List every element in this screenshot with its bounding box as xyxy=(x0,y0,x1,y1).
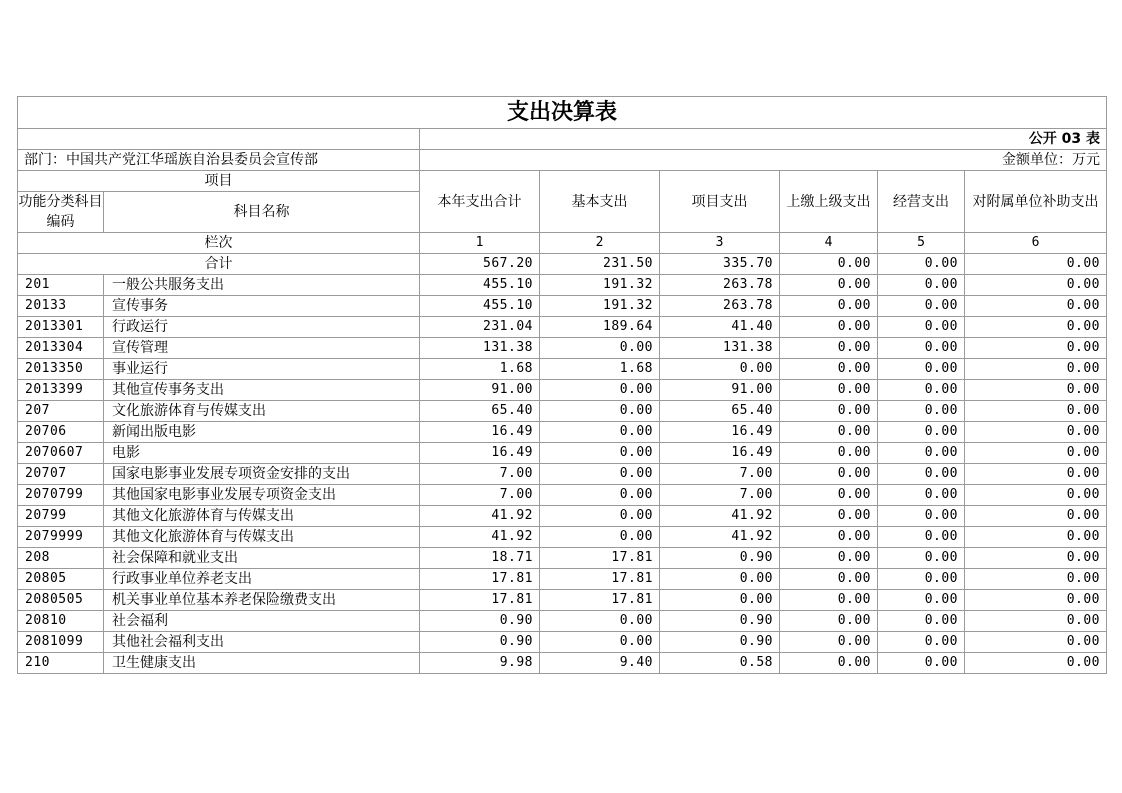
amount-cell: 0.00 xyxy=(965,485,1107,506)
table-row xyxy=(18,485,1107,506)
subject-code: 20799 xyxy=(18,506,104,527)
amount-cell: 0.90 xyxy=(660,548,780,569)
amount-cell: 231.04 xyxy=(420,317,540,338)
subject-code: 20810 xyxy=(18,611,104,632)
amount-cell: 17.81 xyxy=(540,569,660,590)
amount-cell: 0.00 xyxy=(965,422,1107,443)
amount-cell: 131.38 xyxy=(660,338,780,359)
table-row xyxy=(18,380,1107,401)
amount-cell: 0.90 xyxy=(420,611,540,632)
table-row xyxy=(18,506,1107,527)
col-header-remit: 上缴上级支出 xyxy=(780,171,878,233)
total-value: 0.00 xyxy=(965,254,1107,275)
subject-name: 其他社会福利支出 xyxy=(104,632,420,653)
amount-cell: 0.00 xyxy=(780,317,878,338)
amount-cell: 131.38 xyxy=(420,338,540,359)
amount-cell: 0.00 xyxy=(878,443,965,464)
column-number: 4 xyxy=(780,233,878,254)
table-row xyxy=(18,548,1107,569)
subject-name: 文化旅游体育与传媒支出 xyxy=(104,401,420,422)
amount-cell: 191.32 xyxy=(540,296,660,317)
subject-name: 其他国家电影事业发展专项资金支出 xyxy=(104,485,420,506)
amount-cell: 0.00 xyxy=(540,527,660,548)
amount-cell: 0.00 xyxy=(540,611,660,632)
table-row xyxy=(18,632,1107,653)
expenditure-statement-sheet xyxy=(17,96,1106,674)
table-row xyxy=(18,359,1107,380)
subject-code: 201 xyxy=(18,275,104,296)
table-row xyxy=(18,401,1107,422)
amount-cell: 0.00 xyxy=(878,632,965,653)
amount-cell: 455.10 xyxy=(420,275,540,296)
table-row xyxy=(18,464,1107,485)
amount-cell: 91.00 xyxy=(660,380,780,401)
col-header-total: 本年支出合计 xyxy=(420,171,540,233)
subject-code: 2079999 xyxy=(18,527,104,548)
table-row xyxy=(18,296,1107,317)
table-row xyxy=(18,611,1107,632)
column-number: 6 xyxy=(965,233,1107,254)
amount-cell: 0.00 xyxy=(965,632,1107,653)
func-code-header: 功能分类科目编码 xyxy=(18,192,104,233)
blank-cell xyxy=(18,129,420,150)
subject-code: 207 xyxy=(18,401,104,422)
subject-name: 宣传管理 xyxy=(104,338,420,359)
amount-cell: 0.00 xyxy=(540,464,660,485)
subject-name: 行政运行 xyxy=(104,317,420,338)
total-value: 567.20 xyxy=(420,254,540,275)
subject-name: 国家电影事业发展专项资金安排的支出 xyxy=(104,464,420,485)
amount-cell: 0.00 xyxy=(540,632,660,653)
amount-cell: 0.90 xyxy=(660,632,780,653)
department-label: 部门：中国共产党江华瑶族自治县委员会宣传部 xyxy=(18,150,420,171)
amount-cell: 17.81 xyxy=(540,548,660,569)
amount-cell: 0.00 xyxy=(780,485,878,506)
amount-cell: 0.00 xyxy=(965,611,1107,632)
amount-cell: 0.00 xyxy=(965,401,1107,422)
amount-cell: 0.00 xyxy=(660,359,780,380)
amount-cell: 16.49 xyxy=(660,443,780,464)
col-header-business: 经营支出 xyxy=(878,171,965,233)
amount-cell: 0.00 xyxy=(780,422,878,443)
amount-cell: 0.90 xyxy=(660,611,780,632)
amount-cell: 0.00 xyxy=(965,359,1107,380)
table-row xyxy=(18,569,1107,590)
total-label: 合计 xyxy=(18,254,420,275)
amount-cell: 0.00 xyxy=(780,653,878,674)
amount-cell: 41.92 xyxy=(660,527,780,548)
amount-cell: 0.00 xyxy=(540,338,660,359)
amount-cell: 0.00 xyxy=(965,590,1107,611)
amount-cell: 0.00 xyxy=(878,338,965,359)
amount-cell: 0.00 xyxy=(780,401,878,422)
table-row xyxy=(18,527,1107,548)
amount-cell: 0.00 xyxy=(780,380,878,401)
amount-cell: 0.00 xyxy=(780,506,878,527)
subject-name: 其他文化旅游体育与传媒支出 xyxy=(104,506,420,527)
amount-cell: 7.00 xyxy=(420,464,540,485)
column-number: 2 xyxy=(540,233,660,254)
column-number: 5 xyxy=(878,233,965,254)
amount-cell: 0.00 xyxy=(780,548,878,569)
col-header-project: 项目支出 xyxy=(660,171,780,233)
amount-cell: 0.00 xyxy=(878,380,965,401)
amount-cell: 0.00 xyxy=(965,548,1107,569)
subject-name-header: 科目名称 xyxy=(104,192,420,233)
amount-cell: 0.00 xyxy=(878,317,965,338)
amount-cell: 17.81 xyxy=(540,590,660,611)
amount-cell: 91.00 xyxy=(420,380,540,401)
subject-name: 其他宣传事务支出 xyxy=(104,380,420,401)
amount-cell: 9.98 xyxy=(420,653,540,674)
subject-name: 卫生健康支出 xyxy=(104,653,420,674)
amount-cell: 0.00 xyxy=(878,548,965,569)
amount-cell: 7.00 xyxy=(420,485,540,506)
table-row xyxy=(18,443,1107,464)
amount-cell: 0.00 xyxy=(965,338,1107,359)
amount-cell: 17.81 xyxy=(420,569,540,590)
amount-cell: 189.64 xyxy=(540,317,660,338)
subject-name: 新闻出版电影 xyxy=(104,422,420,443)
amount-cell: 263.78 xyxy=(660,296,780,317)
amount-cell: 0.00 xyxy=(878,611,965,632)
amount-cell: 0.00 xyxy=(540,422,660,443)
subject-code: 20707 xyxy=(18,464,104,485)
subject-name: 事业运行 xyxy=(104,359,420,380)
total-value: 0.00 xyxy=(780,254,878,275)
amount-cell: 16.49 xyxy=(660,422,780,443)
amount-cell: 17.81 xyxy=(420,590,540,611)
amount-cell: 7.00 xyxy=(660,485,780,506)
amount-cell: 0.00 xyxy=(878,359,965,380)
amount-cell: 0.00 xyxy=(965,296,1107,317)
unit-label: 金额单位：万元 xyxy=(420,150,1107,171)
amount-cell: 0.00 xyxy=(780,275,878,296)
amount-cell: 0.00 xyxy=(965,569,1107,590)
subject-code: 20133 xyxy=(18,296,104,317)
amount-cell: 0.00 xyxy=(660,590,780,611)
subject-name: 行政事业单位养老支出 xyxy=(104,569,420,590)
amount-cell: 41.92 xyxy=(660,506,780,527)
amount-cell: 1.68 xyxy=(540,359,660,380)
amount-cell: 455.10 xyxy=(420,296,540,317)
table-row xyxy=(18,338,1107,359)
amount-cell: 9.40 xyxy=(540,653,660,674)
amount-cell: 0.00 xyxy=(780,569,878,590)
amount-cell: 0.00 xyxy=(540,443,660,464)
amount-cell: 0.00 xyxy=(878,275,965,296)
subject-name: 其他文化旅游体育与传媒支出 xyxy=(104,527,420,548)
subject-code: 2013350 xyxy=(18,359,104,380)
form-number: 公开 03 表 xyxy=(420,129,1107,150)
amount-cell: 41.92 xyxy=(420,527,540,548)
expenditure-table xyxy=(17,96,1107,674)
column-index-label: 栏次 xyxy=(18,233,420,254)
table-row xyxy=(18,590,1107,611)
amount-cell: 0.00 xyxy=(540,506,660,527)
amount-cell: 0.90 xyxy=(420,632,540,653)
amount-cell: 0.00 xyxy=(780,590,878,611)
amount-cell: 0.00 xyxy=(878,464,965,485)
amount-cell: 7.00 xyxy=(660,464,780,485)
subject-code: 2013304 xyxy=(18,338,104,359)
subject-name: 机关事业单位基本养老保险缴费支出 xyxy=(104,590,420,611)
amount-cell: 0.00 xyxy=(660,569,780,590)
amount-cell: 0.00 xyxy=(878,527,965,548)
col-header-basic: 基本支出 xyxy=(540,171,660,233)
amount-cell: 263.78 xyxy=(660,275,780,296)
table-row xyxy=(18,422,1107,443)
total-value: 0.00 xyxy=(878,254,965,275)
subject-code: 2013399 xyxy=(18,380,104,401)
total-row xyxy=(18,254,1107,275)
total-value: 231.50 xyxy=(540,254,660,275)
subject-name: 社会保障和就业支出 xyxy=(104,548,420,569)
item-header: 项目 xyxy=(18,171,420,192)
amount-cell: 0.00 xyxy=(878,296,965,317)
amount-cell: 0.00 xyxy=(780,527,878,548)
subject-code: 2013301 xyxy=(18,317,104,338)
table-title: 支出决算表 xyxy=(18,97,1107,129)
subject-code: 208 xyxy=(18,548,104,569)
amount-cell: 0.00 xyxy=(780,611,878,632)
amount-cell: 0.00 xyxy=(780,464,878,485)
amount-cell: 0.00 xyxy=(878,422,965,443)
amount-cell: 0.00 xyxy=(965,317,1107,338)
amount-cell: 191.32 xyxy=(540,275,660,296)
amount-cell: 65.40 xyxy=(420,401,540,422)
subject-name: 电影 xyxy=(104,443,420,464)
column-number: 3 xyxy=(660,233,780,254)
table-row xyxy=(18,275,1107,296)
amount-cell: 0.00 xyxy=(965,275,1107,296)
subject-name: 一般公共服务支出 xyxy=(104,275,420,296)
amount-cell: 0.00 xyxy=(878,569,965,590)
subject-code: 20706 xyxy=(18,422,104,443)
amount-cell: 1.68 xyxy=(420,359,540,380)
amount-cell: 0.00 xyxy=(540,380,660,401)
amount-cell: 0.58 xyxy=(660,653,780,674)
amount-cell: 0.00 xyxy=(878,401,965,422)
subject-code: 20805 xyxy=(18,569,104,590)
amount-cell: 0.00 xyxy=(965,380,1107,401)
subject-code: 2070607 xyxy=(18,443,104,464)
amount-cell: 16.49 xyxy=(420,422,540,443)
subject-code: 210 xyxy=(18,653,104,674)
table-row xyxy=(18,317,1107,338)
subject-name: 宣传事务 xyxy=(104,296,420,317)
amount-cell: 0.00 xyxy=(878,485,965,506)
amount-cell: 41.40 xyxy=(660,317,780,338)
column-number: 1 xyxy=(420,233,540,254)
total-value: 335.70 xyxy=(660,254,780,275)
amount-cell: 0.00 xyxy=(965,653,1107,674)
table-row xyxy=(18,653,1107,674)
amount-cell: 65.40 xyxy=(660,401,780,422)
amount-cell: 0.00 xyxy=(780,296,878,317)
amount-cell: 0.00 xyxy=(780,359,878,380)
subject-name: 社会福利 xyxy=(104,611,420,632)
amount-cell: 0.00 xyxy=(878,590,965,611)
amount-cell: 0.00 xyxy=(780,443,878,464)
amount-cell: 18.71 xyxy=(420,548,540,569)
amount-cell: 16.49 xyxy=(420,443,540,464)
amount-cell: 0.00 xyxy=(878,653,965,674)
amount-cell: 0.00 xyxy=(540,401,660,422)
amount-cell: 0.00 xyxy=(965,506,1107,527)
amount-cell: 0.00 xyxy=(780,632,878,653)
amount-cell: 0.00 xyxy=(540,485,660,506)
subject-code: 2080505 xyxy=(18,590,104,611)
amount-cell: 0.00 xyxy=(965,464,1107,485)
subject-code: 2070799 xyxy=(18,485,104,506)
subject-code: 2081099 xyxy=(18,632,104,653)
amount-cell: 0.00 xyxy=(965,527,1107,548)
col-header-subsidy: 对附属单位补助支出 xyxy=(965,171,1107,233)
amount-cell: 0.00 xyxy=(780,338,878,359)
amount-cell: 41.92 xyxy=(420,506,540,527)
amount-cell: 0.00 xyxy=(878,506,965,527)
amount-cell: 0.00 xyxy=(965,443,1107,464)
